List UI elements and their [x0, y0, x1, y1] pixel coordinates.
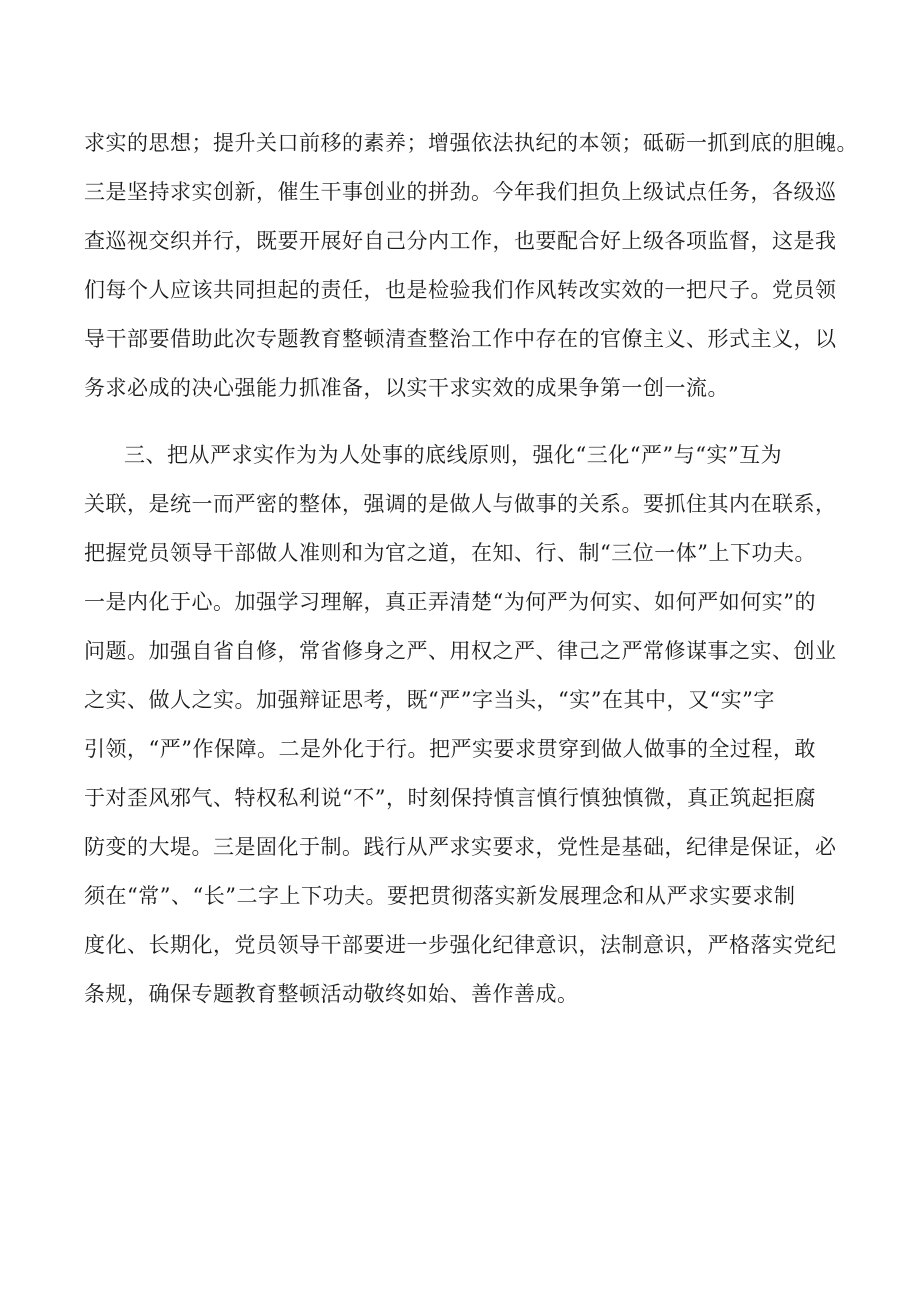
text-line: 查巡视交织并行，既要开展好自己分内工作，也要配合好上级各项监督，这是我: [84, 229, 837, 253]
text-line: 务求必成的决心强能力抓准备，以实干求实效的成果争第一创一流。: [84, 376, 729, 400]
text-line: 引领，“严”作保障。二是外化于行。把严实要求贯穿到做人做事的全过程，敢: [84, 737, 816, 761]
text-line: 条规，确保专题教育整顿活动敬终如始、善作善成。: [84, 982, 579, 1006]
text-line: 之实、做人之实。加强辩证思考，既“严”字当头，“实”在其中，又“实”字: [84, 688, 775, 712]
text-line: 求实的思想；提升关口前移的素养；增强依法执纪的本领；砥砺一抓到底的胆魄。: [84, 131, 858, 155]
paragraph-heading-line: 三、把从严求实作为为人处事的底线原则，强化“三化“严”与“实”互为: [124, 443, 783, 467]
text-line: 于对歪风邪气、特权私利说“不”，时刻保持慎言慎行慎独慎微，真正筑起拒腐: [84, 786, 816, 810]
text-line: 问题。加强自省自修，常省修身之严、用权之严、律己之严常修谋事之实、创业: [84, 639, 837, 663]
text-line: 们每个人应该共同担起的责任，也是检验我们作风转改实效的一把尺子。党员领: [84, 278, 837, 302]
text-line: 须在“常”、“长”二字上下功夫。要把贯彻落实新发展理念和从严求实要求制: [84, 884, 796, 908]
text-line: 三是坚持求实创新，催生干事创业的拼劲。今年我们担负上级试点任务，各级巡: [84, 180, 837, 204]
text-line: 一是内化于心。加强学习理解，真正弄清楚“为何严为何实、如何严如何实”的: [84, 590, 816, 614]
text-line: 导干部要借助此次专题教育整顿清查整治工作中存在的官僚主义、形式主义，以: [84, 327, 837, 351]
text-line: 把握党员领导干部做人准则和为官之道，在知、行、制“三位一体”上下功夫。: [84, 541, 816, 565]
text-line: 度化、长期化，党员领导干部要进一步强化纪律意识，法制意识，严格落实党纪: [84, 933, 837, 957]
text-line: 关联，是统一而严密的整体，强调的是做人与做事的关系。要抓住其内在联系，: [84, 492, 837, 516]
text-line: 防变的大堤。三是固化于制。践行从严求实要求，党性是基础，纪律是保证，必: [84, 835, 837, 859]
